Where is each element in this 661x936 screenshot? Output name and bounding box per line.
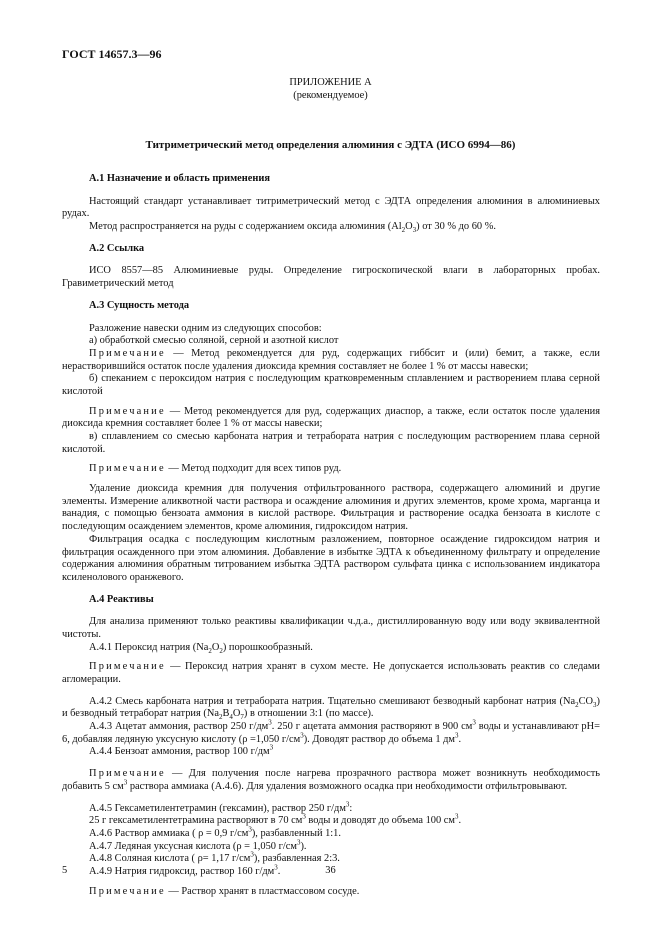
reagent-a47: А.4.7 Ледяная уксусная кислота (ρ = 1,050 $г/см^3$). bbox=[89, 838, 307, 852]
appendix-title: Титриметрический метод определения алюминия с ЭДТА (ИСО 6994—86) bbox=[145, 139, 516, 151]
reagent-a45: А.4.5 Гексаметилентетрамин (гексамин), раствор 250 $г/дм^3$: bbox=[89, 800, 353, 814]
note: Примечание — Для получения после нагрева прозрачного раствора может возникнуть необходимость добавить 5 $см^3$ раствора аммиака (А.4.6). Для удаления возможного осадка при необходимости отфильтровывают. bbox=[62, 768, 600, 792]
note: Примечание — Раствор хранят в пластмассовом сосуде. bbox=[89, 885, 360, 897]
section-heading-a4: А.4 Реактивы bbox=[89, 593, 154, 605]
reagent-a48: А.4.8 Соляная кислота ( ρ= 1,17 $г/см^3$), разбавленная 2:3. bbox=[89, 850, 340, 865]
paragraph: ИСО 8557—85 Алюминиевые руды. Определение гигроскопической влаги в лабораторных пробах. Гравиметрический метод bbox=[62, 265, 600, 290]
reagent-a43: А.4.3 Ацетат аммония, раствор 250 $г/дм^3$. 250 г ацетата аммония растворяют в 900 $см^3$ воды и устанавливают pH= 6, добавляя ледяную уксусную кислоту (ρ =1,050 $г/см^3$). Доводят раствор до объема 1 $дм^3$. bbox=[62, 718, 600, 745]
reagent-a46: А.4.6 Раствор аммиака ( ρ = 0,9 $г/см^3$), разбавленный 1:1. bbox=[89, 825, 341, 839]
paragraph: Разложение навески одним из следующих способов: bbox=[89, 322, 322, 334]
paragraph: Настоящий стандарт устанавливает титриметрический метод с ЭДТА определения алюминия в алюминиевых рудах. bbox=[62, 195, 600, 220]
list-item-b: б) спеканием с пероксидом натрия с последующим кратковременным сплавлением и растворением плава серной кислотой bbox=[62, 373, 600, 397]
footer-left-number: 5 bbox=[62, 865, 68, 876]
paragraph: Удаление диоксида кремния для получения отфильтрованного раствора, содержащего алюминий и другие элементы. Измерение аликвотной части раствора и осаждение алюминия и других элементов, кроме хрома, марганца и ванадия, с помощью бензоата аммония в кислой растворе. Фильтрация и растворение осадка бензоата в кислоте с последующим осаждением элементов, кроме алюминия, гидроксидом натрия. bbox=[62, 483, 600, 533]
page-number: 36 bbox=[325, 865, 336, 876]
reagent-a45-text: 25 г гексаметилентетрамина растворяют в 70 $см^3$ воды и доводят до объема 100 $см^3$. bbox=[89, 812, 462, 827]
document-body bbox=[62, 164, 600, 898]
paragraph: Фильтрация осадка с последующим кислотным разложением, повторное осаждение гидроксидом натрия и фильтрация осажденного при этом алюминия. Добавление в избытке ЭДТА к объединенному фильтрату и определение содержания алюминия обратным титрованием избытка ЭДТА раствором сульфата цинка с использованием индикатора ксиленолового оранжевого. bbox=[62, 533, 600, 583]
note: Примечание — Метод рекомендуется для руд, содержащих диаспор, а также, если остаток после удаления диоксида кремния составляет более 1 % от массы навески; bbox=[62, 405, 600, 430]
note: Примечание — Метод подходит для всех типов руд. bbox=[89, 463, 342, 475]
list-item-c: в) сплавлением со смесью карбоната натрия и тетрабората натрия с последующим растворением плава серной кислотой. bbox=[62, 431, 600, 455]
section-heading-a1: А.1 Назначение и область применения bbox=[89, 173, 270, 184]
document-code: ГОСТ 14657.3—96 bbox=[62, 47, 162, 61]
reagent-a44: А.4.4 Бензоат аммония, раствор 100 $г/дм^3$ bbox=[89, 743, 274, 758]
section-heading-a3: А.3 Сущность метода bbox=[89, 299, 190, 311]
reagent-a41: А.4.1 Пероксид натрия $(Na_2O_2)$ порошкообразный. bbox=[89, 641, 313, 655]
list-item-a: а) обработкой смесью соляной, серной и азотной кислот bbox=[89, 335, 339, 347]
appendix-label: ПРИЛОЖЕНИЕ А bbox=[289, 77, 372, 88]
paragraph: Метод распространяется на руды с содержанием оксида алюминия $(Al_2O_3)$ от 30 % до 60 %. bbox=[89, 221, 496, 235]
note: Примечание — Метод рекомендуется для руд, содержащих гиббсит и (или) бемит, а также, если нерастворившийся остаток после удаления диоксида кремния составляет не более 1 % от массы навески; bbox=[62, 347, 600, 372]
appendix-status: (рекомендуемое) bbox=[293, 90, 368, 101]
section-heading-a2: А.2 Ссылка bbox=[89, 242, 145, 254]
reagent-a49: А.4.9 Натрия гидроксид, раствор 160 $г/дм^3$. bbox=[89, 863, 281, 877]
note: Примечание — Пероксид натрия хранят в сухом месте. Не допускается использовать реактив со следами агломерации. bbox=[62, 661, 600, 685]
paragraph: Для анализа применяют только реактивы квалификации ч.д.а., дистиллированную воду или воду эквивалентной чистоты. bbox=[62, 616, 600, 640]
reagent-a42: А.4.2 Смесь карбоната натрия и тетрабората натрия. Тщательно смешивают безводный карбонат натрия $(Na_2CO_3)$ и безводный тетраборат натрия $(Na_2B_4O_7)$ в отношении 3:1 (по массе). bbox=[62, 695, 600, 722]
